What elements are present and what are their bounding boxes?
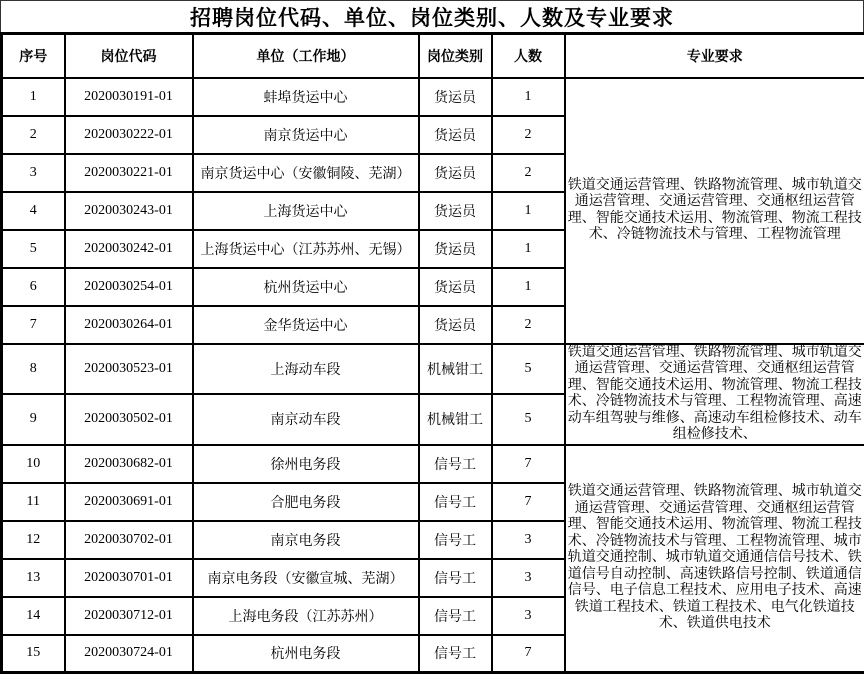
unit-cell: 蚌埠货运中心 xyxy=(193,78,419,116)
count-cell: 1 xyxy=(492,230,565,268)
row-number-cell: 12 xyxy=(2,521,65,559)
count-cell: 5 xyxy=(492,394,565,445)
category-cell: 信号工 xyxy=(419,597,492,635)
job-code-cell: 2020030682-01 xyxy=(65,445,193,483)
job-code-cell: 2020030243-01 xyxy=(65,192,193,230)
unit-cell: 上海货运中心（江苏苏州、无锡） xyxy=(193,230,419,268)
category-cell: 货运员 xyxy=(419,154,492,192)
job-code-cell: 2020030264-01 xyxy=(65,306,193,344)
unit-cell: 徐州电务段 xyxy=(193,445,419,483)
requirements-cell: 铁道交通运营管理、铁路物流管理、城市轨道交通运营管理、交通运营管理、交通枢纽运营管理、智能交通技术运用、物流管理、物流工程技术、冷链物流技术与管理、工程物流管理、城市轨道交通控制、城市轨道交通通信信号技术、铁道信号自动控制、高速铁路信号控制、铁道通信信号、电子信息工程技术、应用电子技术、高速铁道工程技术、铁道工程技术、电气化铁道技术、铁道供电技术 xyxy=(565,445,864,673)
unit-cell: 上海货运中心 xyxy=(193,192,419,230)
category-cell: 信号工 xyxy=(419,559,492,597)
row-number-cell: 4 xyxy=(2,192,65,230)
job-code-cell: 2020030724-01 xyxy=(65,635,193,673)
row-number-cell: 9 xyxy=(2,394,65,445)
category-cell: 机械钳工 xyxy=(419,394,492,445)
count-cell: 3 xyxy=(492,597,565,635)
job-code-cell: 2020030254-01 xyxy=(65,268,193,306)
page-title: 招聘岗位代码、单位、岗位类别、人数及专业要求 xyxy=(0,0,864,32)
table-row xyxy=(2,78,864,116)
category-cell: 货运员 xyxy=(419,116,492,154)
requirements-cell: 铁道交通运营管理、铁路物流管理、城市轨道交通运营管理、交通运营管理、交通枢纽运营管理、智能交通技术运用、物流管理、物流工程技术、冷链物流技术与管理、工程物流管理 xyxy=(565,78,864,344)
category-cell: 信号工 xyxy=(419,635,492,673)
unit-cell: 南京动车段 xyxy=(193,394,419,445)
category-cell: 信号工 xyxy=(419,483,492,521)
count-cell: 2 xyxy=(492,116,565,154)
job-code-cell: 2020030191-01 xyxy=(65,78,193,116)
recruitment-table xyxy=(0,32,864,674)
row-number-cell: 6 xyxy=(2,268,65,306)
category-cell: 货运员 xyxy=(419,78,492,116)
unit-cell: 上海动车段 xyxy=(193,344,419,395)
row-number-cell: 8 xyxy=(2,344,65,395)
row-number-cell: 3 xyxy=(2,154,65,192)
job-code-cell: 2020030691-01 xyxy=(65,483,193,521)
row-number-cell: 15 xyxy=(2,635,65,673)
row-number-cell: 10 xyxy=(2,445,65,483)
unit-cell: 杭州电务段 xyxy=(193,635,419,673)
category-cell: 货运员 xyxy=(419,192,492,230)
job-code-cell: 2020030502-01 xyxy=(65,394,193,445)
header-row xyxy=(2,34,864,78)
job-code-cell: 2020030701-01 xyxy=(65,559,193,597)
header-cell-count: 人数 xyxy=(492,34,565,78)
category-cell: 信号工 xyxy=(419,521,492,559)
category-cell: 货运员 xyxy=(419,306,492,344)
unit-cell: 南京货运中心（安徽铜陵、芜湖） xyxy=(193,154,419,192)
count-cell: 7 xyxy=(492,483,565,521)
unit-cell: 合肥电务段 xyxy=(193,483,419,521)
header-cell-category: 岗位类别 xyxy=(419,34,492,78)
count-cell: 7 xyxy=(492,635,565,673)
row-number-cell: 5 xyxy=(2,230,65,268)
header-cell-code: 岗位代码 xyxy=(65,34,193,78)
count-cell: 1 xyxy=(492,192,565,230)
job-code-cell: 2020030523-01 xyxy=(65,344,193,395)
count-cell: 1 xyxy=(492,268,565,306)
count-cell: 3 xyxy=(492,559,565,597)
category-cell: 货运员 xyxy=(419,268,492,306)
count-cell: 2 xyxy=(492,154,565,192)
row-number-cell: 11 xyxy=(2,483,65,521)
table-row xyxy=(2,445,864,483)
row-number-cell: 13 xyxy=(2,559,65,597)
count-cell: 5 xyxy=(492,344,565,395)
unit-cell: 上海电务段（江苏苏州） xyxy=(193,597,419,635)
row-number-cell: 7 xyxy=(2,306,65,344)
row-number-cell: 2 xyxy=(2,116,65,154)
job-code-cell: 2020030712-01 xyxy=(65,597,193,635)
row-number-cell: 1 xyxy=(2,78,65,116)
table-body xyxy=(2,78,864,673)
unit-cell: 杭州货运中心 xyxy=(193,268,419,306)
header-cell-no: 序号 xyxy=(2,34,65,78)
count-cell: 3 xyxy=(492,521,565,559)
unit-cell: 南京电务段（安徽宣城、芜湖） xyxy=(193,559,419,597)
unit-cell: 金华货运中心 xyxy=(193,306,419,344)
count-cell: 2 xyxy=(492,306,565,344)
unit-cell: 南京电务段 xyxy=(193,521,419,559)
job-code-cell: 2020030221-01 xyxy=(65,154,193,192)
job-code-cell: 2020030242-01 xyxy=(65,230,193,268)
unit-cell: 南京货运中心 xyxy=(193,116,419,154)
header-cell-requirements: 专业要求 xyxy=(565,34,864,78)
count-cell: 7 xyxy=(492,445,565,483)
requirements-cell: 铁道交通运营管理、铁路物流管理、城市轨道交通运营管理、交通运营管理、交通枢纽运营管理、智能交通技术运用、物流管理、物流工程技术、冷链物流技术与管理、工程物流管理、高速动车组驾驶与维修、高速动车组检修技术、动车组检修技术、 xyxy=(565,344,864,445)
header-cell-unit: 单位（工作地） xyxy=(193,34,419,78)
category-cell: 货运员 xyxy=(419,230,492,268)
job-code-cell: 2020030222-01 xyxy=(65,116,193,154)
job-code-cell: 2020030702-01 xyxy=(65,521,193,559)
row-number-cell: 14 xyxy=(2,597,65,635)
table-row xyxy=(2,344,864,395)
category-cell: 信号工 xyxy=(419,445,492,483)
count-cell: 1 xyxy=(492,78,565,116)
category-cell: 机械钳工 xyxy=(419,344,492,395)
